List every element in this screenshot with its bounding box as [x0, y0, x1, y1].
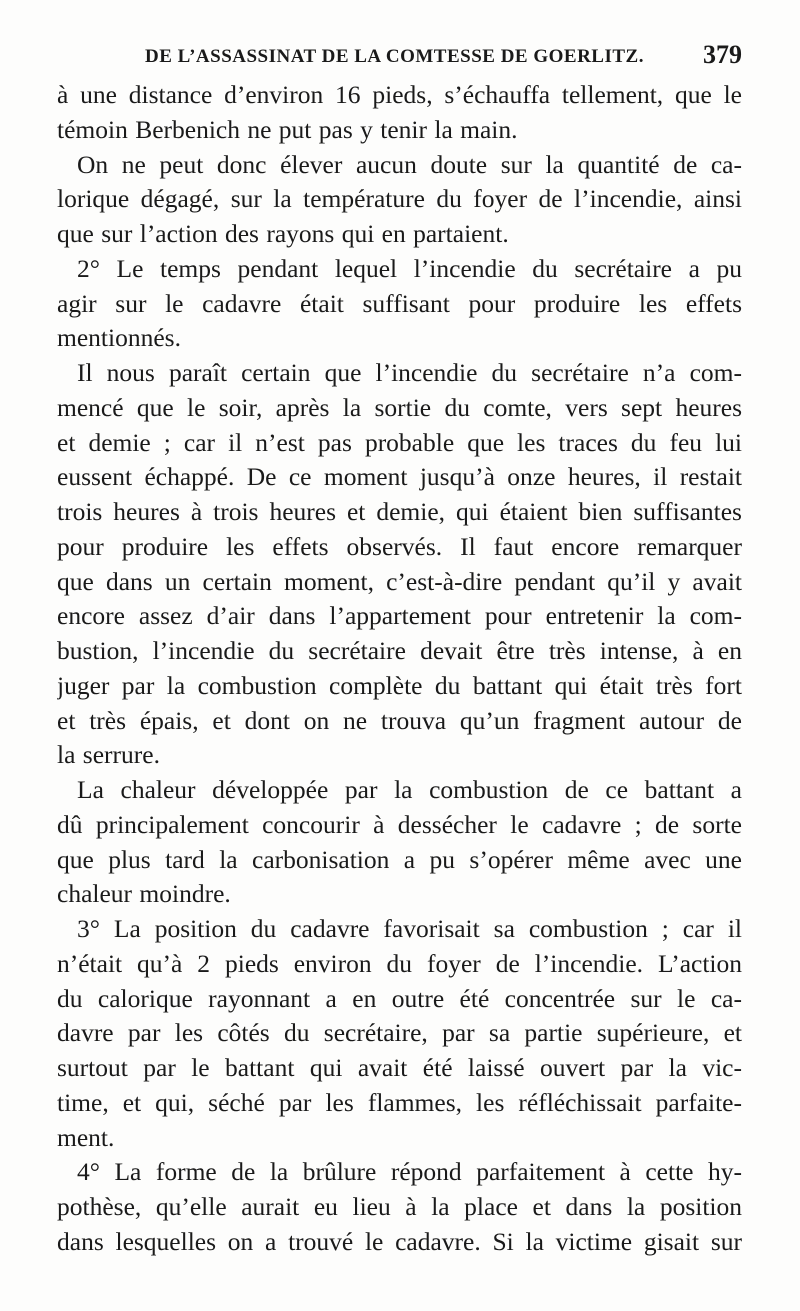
text-line: n’était qu’à 2 pieds environ du foyer de l’incendie. L’action	[57, 948, 742, 978]
text-line: trois heures à trois heures et demie, qui étaient bien suffisantes	[57, 497, 742, 526]
text-line: dû principalement concourir à dessécher le cadavre ; de sorte	[57, 809, 742, 839]
text-line: On ne peut donc élever aucun doute sur la quantité de ca-	[77, 149, 742, 179]
text-line: davre par les côtés du secrétaire, par sa partie supérieure, et	[57, 1018, 742, 1048]
text-line: La chaleur développée par la combustion de ce battant a	[77, 775, 742, 804]
text-line: agir sur le cadavre était suffisant pour produire les effets	[57, 288, 742, 318]
text-line: que sur l’action des rayons qui en partaient.	[57, 219, 509, 248]
running-title: DE L’ASSASSINAT DE LA COMTESSE DE GOERLITZ.	[145, 46, 644, 67]
text-line: et demie ; car il n’est pas probable que les traces du feu lui	[57, 427, 742, 457]
text-line: time, et qui, séché par les flammes, les réfléchissait parfaite-	[57, 1087, 742, 1117]
text-line: du calorique rayonnant a en outre été concentrée sur le ca-	[57, 983, 742, 1013]
text-line: pothèse, qu’elle aurait eu lieu à la place et dans la position	[57, 1192, 742, 1221]
text-line: surtout par le battant qui avait été laissé ouvert par la vic-	[57, 1053, 742, 1082]
text-line: dans lesquelles on a trouvé le cadavre. Si la victime gisait sur	[57, 1226, 742, 1256]
text-line: 3° La position du cadavre favorisait sa combustion ; car il	[77, 914, 742, 943]
text-line: mentionnés.	[57, 323, 181, 353]
text-line: témoin Berbenich ne put pas y tenir la main.	[57, 114, 518, 144]
text-line: encore assez d’air dans l’appartement pour entretenir la com-	[57, 601, 742, 631]
text-line: mencé que le soir, après la sortie du comte, vers sept heures	[57, 392, 742, 422]
page-number: 379	[703, 40, 742, 69]
text-line: Il nous paraît certain que l’incendie du secrétaire n’a com-	[77, 358, 742, 387]
text-line: que plus tard la carbonisation a pu s’opérer même avec une	[57, 844, 742, 874]
text-line: que dans un certain moment, c’est-à-dire pendant qu’il y avait	[57, 566, 742, 596]
text-line: pour produire les effets observés. Il faut encore remarquer	[57, 531, 742, 561]
running-head	[57, 36, 742, 78]
text-line: à une distance d’environ 16 pieds, s’échauffa tellement, que le	[57, 80, 742, 109]
text-line: bustion, l’incendie du secrétaire devait être très intense, à en	[57, 636, 742, 665]
text-line: lorique dégagé, sur la température du foyer de l’incendie, ainsi	[57, 184, 742, 214]
text-line: la serrure.	[57, 740, 160, 770]
body-text	[57, 78, 742, 1260]
text-line: eussent échappé. De ce moment jusqu’à onze heures, il restait	[57, 462, 742, 492]
text-line: ment.	[57, 1122, 115, 1152]
text-line: 2° Le temps pendant lequel l’incendie du secrétaire a pu	[77, 253, 742, 283]
text-line: et très épais, et dont on ne trouva qu’un fragment autour de	[57, 705, 742, 735]
text-line: chaleur moindre.	[57, 879, 231, 909]
text-line: 4° La forme de la brûlure répond parfaitement à cette hy-	[77, 1157, 742, 1187]
text-line: juger par la combustion complète du battant qui était très fort	[57, 670, 742, 700]
